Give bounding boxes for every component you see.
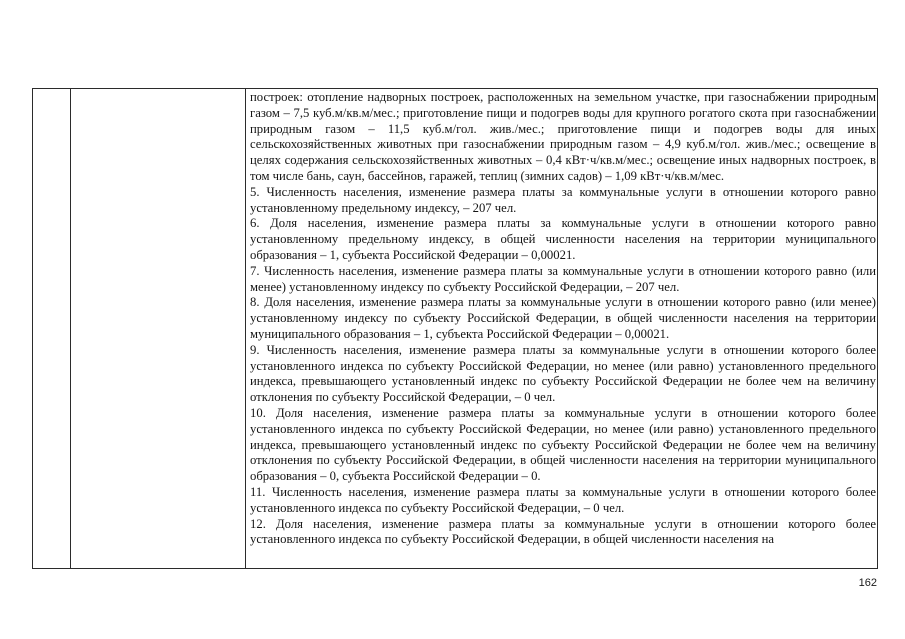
column-divider-2: [245, 89, 246, 568]
paragraph-10: 10. Доля населения, изменение размера платы за коммунальные услуги в отношении которого более установленного индекса по субъекту Российской Федерации, но менее (или равно) установленного предельного индекса, превышающего установленный индекс по субъекту Российской Федерации не более чем на величину отклонения по субъекту Российской Федерации, в общей численности населения на территории муниципального образования – 0, субъекта Российской Федерации – 0.: [250, 405, 876, 484]
document-table: [32, 88, 878, 569]
paragraph-12: 12. Доля населения, изменение размера платы за коммунальные услуги в отношении которого более установленного индекса по субъекту Российской Федерации, в общей численности населения на: [250, 516, 876, 547]
column-divider-1: [70, 89, 71, 568]
paragraph-11: 11. Численность населения, изменение размера платы за коммунальные услуги в отношении которого более установленного индекса по субъекту Российской Федерации, – 0 чел.: [250, 484, 876, 515]
paragraph-8: 8. Доля населения, изменение размера платы за коммунальные услуги в отношении которого равно (или менее) установленному индексу по субъекту Российской Федерации, в общей численности населения на территории муниципального образования – 1, субъекта Российской Федерации – 0,00021.: [250, 295, 876, 341]
paragraph-9: 9. Численность населения, изменение размера платы за коммунальные услуги в отношении которого более установленного индекса по субъекту Российской Федерации, но менее (или равно) установленного предельного индекса, превышающего установленный индекс по субъекту Российской Федерации не более чем на величину отклонения по субъекту Российской Федерации, – 0 чел.: [250, 342, 876, 405]
paragraph-continuation: построек: отопление надворных построек, расположенных на земельном участке, при газоснабжении природным газом – 7,5 куб.м/кв.м/мес.; приготовление пищи и подогрев воды для крупного рогатого скота при газоснабжении природным газом – 11,5 куб.м/гол. жив./мес.; приготовление пищи и подогрев воды для иных сельскохозяйственных животных при газоснабжении природным газом – 4,9 куб.м/гол. жив./мес.; освещение в целях содержания сельскохозяйственных животных – 0,4 кВт·ч/кв.м/мес.; освещение иных надворных построек, в том числе бань, саун, бассейнов, гаражей, теплиц (зимних садов) – 1,09 кВт·ч/кв.м/мес.: [250, 90, 876, 183]
page-number: 162: [858, 577, 877, 589]
paragraph-6: 6. Доля населения, изменение размера платы за коммунальные услуги в отношении которого равно установленному предельному индексу, в общей численности населения на территории муниципального образования – 1, субъекта Российской Федерации – 0,00021.: [250, 216, 876, 262]
text-cell: [250, 90, 876, 568]
paragraph-5: 5. Численность населения, изменение размера платы за коммунальные услуги в отношении которого равно установленному предельному индексу, – 207 чел.: [250, 184, 876, 215]
paragraph-7: 7. Численность населения, изменение размера платы за коммунальные услуги в отношении которого равно (или менее) установленному индексу по субъекту Российской Федерации, – 207 чел.: [250, 263, 876, 294]
